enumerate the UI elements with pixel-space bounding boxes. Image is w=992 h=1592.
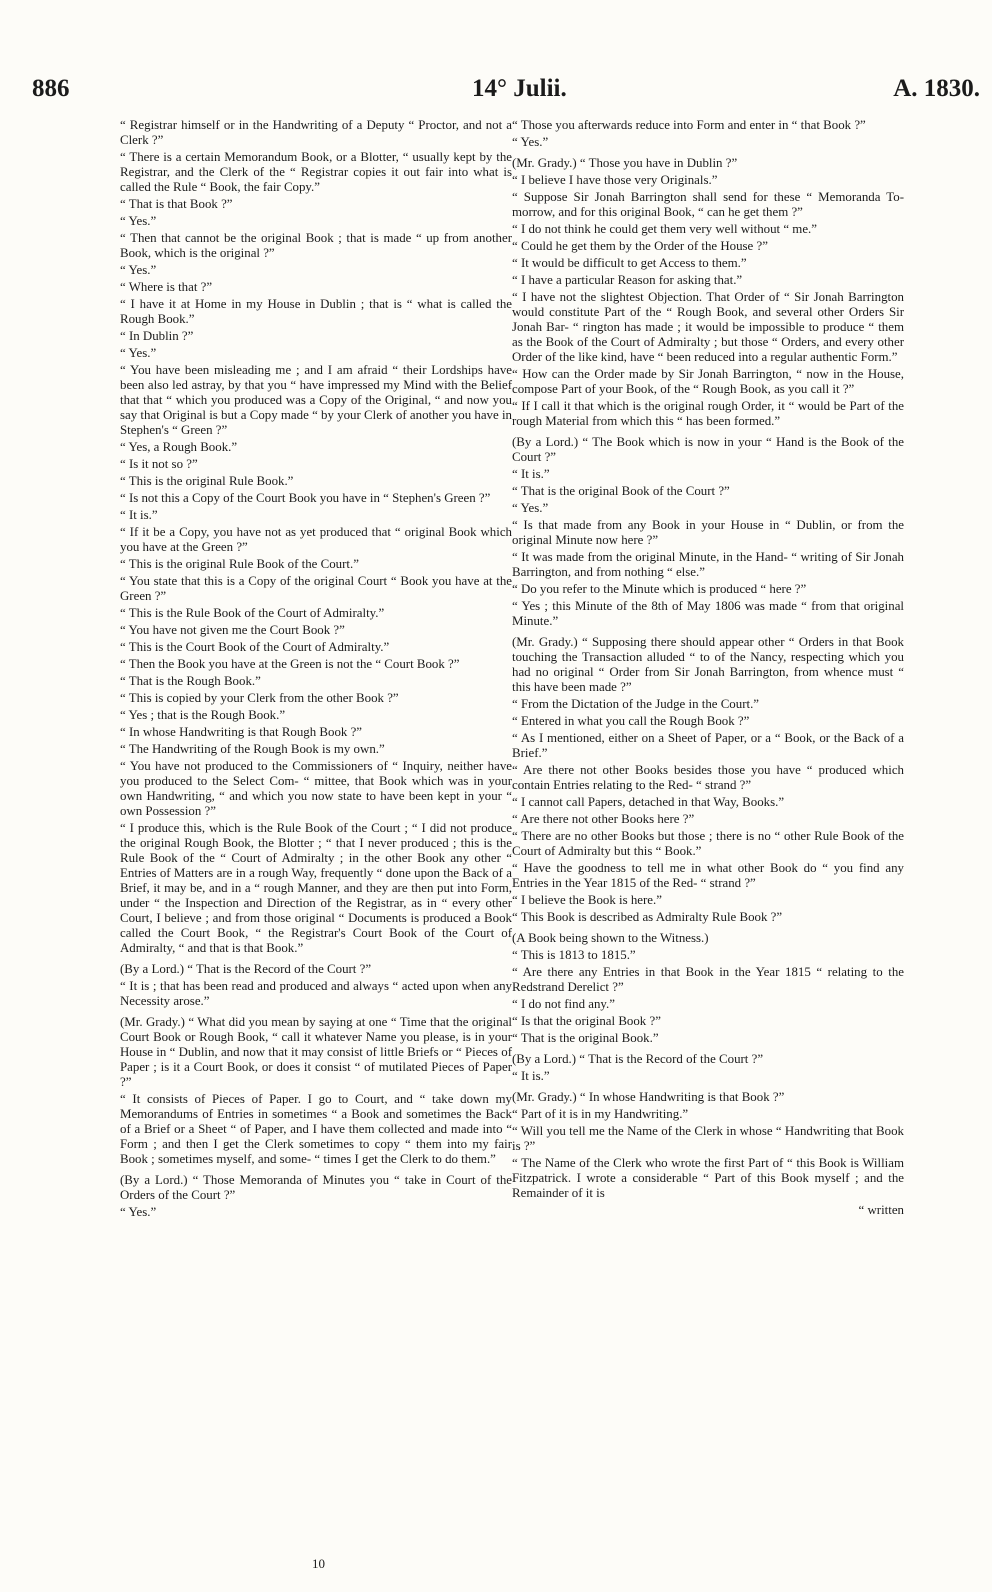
page-year: A. 1830. [893, 75, 980, 102]
paragraph: “ Yes.” [120, 346, 157, 360]
paragraph: (A Book being shown to the Witness.) [512, 931, 709, 945]
paragraph: “ Yes.” [120, 263, 157, 277]
paragraph: “ Suppose Sir Jonah Barrington shall send for these “ Memoranda To-morrow, and for this original Book, “ can he get them ?” [512, 190, 904, 219]
paragraph: “ You state that this is a Copy of the original Court “ Book you have at the Green ?” [120, 574, 512, 603]
page-header [32, 74, 980, 110]
paragraph: “ If it be a Copy, you have not as yet produced that “ original Book which you have at the Green ?” [120, 525, 512, 554]
paragraph: “ This is the Rule Book of the Court of Admiralty.” [120, 606, 385, 620]
paragraph: “ If I call it that which is the original rough Order, it “ would be Part of the rough Material from which this “ has been formed.” [512, 399, 904, 428]
paragraph: “ Yes, a Rough Book.” [120, 440, 238, 454]
paragraph: “ How can the Order made by Sir Jonah Barrington, “ now in the House, compose Part of your Book, of the “ Rough Book, as you call it ?” [512, 367, 904, 396]
paragraph: (By a Lord.) “ That is the Record of the Court ?” [120, 962, 372, 976]
paragraph: “ It is.” [512, 467, 550, 481]
paragraph: “ Could he get them by the Order of the House ?” [512, 239, 768, 253]
page-number: 886 [32, 75, 70, 102]
paragraph: “ Is that the original Book ?” [512, 1014, 661, 1028]
paragraph: (By a Lord.) “ Those Memoranda of Minutes you “ take in Court of the Orders of the Court ?” [120, 1173, 512, 1202]
paragraph: “ I believe the Book is here.” [512, 893, 662, 907]
paragraph: “ Then the Book you have at the Green is not the “ Court Book ?” [120, 657, 460, 671]
paragraph: “ Where is that ?” [120, 280, 213, 294]
paragraph: “ Are there not other Books besides those you have “ produced which contain Entries relating to the Red- “ strand ?” [512, 763, 904, 792]
paragraph: “ That is that Book ?” [120, 197, 233, 211]
paragraph: “ It was made from the original Minute, in the Hand- “ writing of Sir Jonah Barrington, and from nothing “ else.” [512, 550, 904, 579]
paragraph: “ Have the goodness to tell me in what other Book do “ you find any Entries in the Year 1815 of the Red- “ strand ?” [512, 861, 904, 890]
paragraph: “ I produce this, which is the Rule Book of the Court ; “ I did not produce the original Rough Book, the Blotter ; “ that I never produced ; this is the Rule Book of the “ Court of Admiralty ; in the other Book any other “ Entries of Matters are in a rough Way, frequently “ done upon the Back of a Brief, it may be, and in a “ rough Manner, and they are then put into Form, under “ the Inspection and Direction of the Registrar, as in “ every other Court, I believe ; and from those original “ Documents is produced a Book called the Court Book, “ the Registrar's Court Book of the Court of Admiralty, “ and that is that Book.” [120, 821, 512, 955]
paragraph: “ From the Dictation of the Judge in the Court.” [512, 697, 760, 711]
paragraph: “ This is the Court Book of the Court of Admiralty.” [120, 640, 390, 654]
paragraph: “ It consists of Pieces of Paper. I go to Court, and “ take down my Memorandums of Entries in sometimes “ a Book and sometimes the Back of a Brief or a Sheet “ of Paper, and I have them collected and made into “ Form ; and then I get the Clerk sometimes to copy “ them into my fair Book ; sometimes myself, and some- “ times I get the Clerk to do them.” [120, 1092, 512, 1166]
paragraph: “ It would be difficult to get Access to them.” [512, 256, 747, 270]
paragraph: “ Is that made from any Book in your House in “ Dublin, or from the original Minute now here ?” [512, 518, 904, 547]
paragraph: “ Yes ; that is the Rough Book.” [120, 708, 286, 722]
paragraph: “ I have a particular Reason for asking that.” [512, 273, 743, 287]
paragraph: “ That is the original Book.” [512, 1031, 659, 1045]
paragraph: “ This is 1813 to 1815.” [512, 948, 636, 962]
paragraph: “ written [858, 1203, 904, 1217]
paragraph: “ It is.” [120, 508, 158, 522]
paragraph: “ You have not given me the Court Book ?” [120, 623, 345, 637]
paragraph: “ Yes ; this Minute of the 8th of May 1806 was made “ from that original Minute.” [512, 599, 904, 628]
paragraph: “ In Dublin ?” [120, 329, 194, 343]
paragraph: “ Those you afterwards reduce into Form and enter in “ that Book ?” [512, 118, 866, 132]
paragraph: “ Yes.” [512, 501, 549, 515]
paragraph: (By a Lord.) “ The Book which is now in your “ Hand is the Book of the Court ?” [512, 435, 904, 464]
paragraph: “ This is the original Rule Book of the Court.” [120, 557, 359, 571]
paragraph: “ That is the Rough Book.” [120, 674, 261, 688]
paragraph: (By a Lord.) “ That is the Record of the Court ?” [512, 1052, 764, 1066]
paragraph: “ I do not think he could get them very well without “ me.” [512, 222, 818, 236]
paragraph: “ It is.” [512, 1069, 550, 1083]
paragraph: “ Yes.” [120, 214, 157, 228]
paragraph: “ You have not produced to the Commissioners of “ Inquiry, neither have you produced to the Select Com- “ mittee, that Book which was in your own Handwriting, “ and which you now state to have been kept in your “ own Possession ?” [120, 759, 512, 818]
paragraph: “ The Handwriting of the Rough Book is my own.” [120, 742, 385, 756]
paragraph: “ Are there not other Books here ?” [512, 812, 695, 826]
paragraph: “ Is it not so ?” [120, 457, 198, 471]
paragraph: “ Registrar himself or in the Handwriting of a Deputy “ Proctor, and not a Clerk ?” [120, 118, 512, 147]
paragraph: “ Will you tell me the Name of the Clerk in whose “ Handwriting that Book is ?” [512, 1124, 904, 1153]
paragraph: “ As I mentioned, either on a Sheet of Paper, or a “ Book, or the Back of a Brief.” [512, 731, 904, 760]
paragraph: “ I believe I have those very Originals.” [512, 173, 718, 187]
paragraph: “ Yes.” [120, 1205, 157, 1219]
paragraph: “ In whose Handwriting is that Rough Book ?” [120, 725, 363, 739]
paragraph: “ Entered in what you call the Rough Book ?” [512, 714, 750, 728]
paragraph: “ The Name of the Clerk who wrote the first Part of “ this Book is William Fitzpatrick. I wrote a considerable “ Part of this Book myself ; and the Remainder of it is [512, 1156, 904, 1200]
paragraph: “ There are no other Books but those ; there is no “ other Rule Book of the Court of Admiralty but this “ Book.” [512, 829, 904, 858]
paragraph: “ I have not the slightest Objection. That Order of “ Sir Jonah Barrington would constitute Part of the “ Rough Book, and several other Orders Sir Jonah Bar- “ rington has made ; it would be impossible to produce “ them as the Book of the Court of Admiralty ; but those “ Orders, and every other Order of the like kind, have “ been reduced into a regular authentic Form.” [512, 290, 904, 364]
left-column [120, 118, 512, 1222]
paragraph: “ Part of it is in my Handwriting.” [512, 1107, 689, 1121]
paragraph: “ That is the original Book of the Court ?” [512, 484, 730, 498]
paragraph: “ I cannot call Papers, detached in that Way, Books.” [512, 795, 785, 809]
paragraph: “ Yes.” [512, 135, 549, 149]
paragraph: (Mr. Grady.) “ In whose Handwriting is that Book ?” [512, 1090, 785, 1104]
folio-number: 10 [312, 1556, 325, 1571]
paragraph: “ Are there any Entries in that Book in the Year 1815 “ relating to the Redstrand Derelict ?” [512, 965, 904, 994]
paragraph: “ Is not this a Copy of the Court Book you have in “ Stephen's Green ?” [120, 491, 491, 505]
right-column [512, 118, 904, 1220]
paragraph: “ This Book is described as Admiralty Rule Book ?” [512, 910, 783, 924]
paragraph: (Mr. Grady.) “ Supposing there should appear other “ Orders in that Book touching the Transaction alluded “ to of the Nancy, respecting which you had no original “ Order from Sir Jonah Barrington, from whence must “ this have been made ?” [512, 635, 904, 694]
page-date: 14° Julii. [472, 75, 567, 102]
paragraph: “ There is a certain Memorandum Book, or a Blotter, “ usually kept by the Registrar, and the Clerk of the “ Registrar copies it out fair into what is called the Rule “ Book, the fair Copy.” [120, 150, 512, 194]
paragraph: “ Then that cannot be the original Book ; that is made “ up from another Book, which is the original ?” [120, 231, 512, 260]
paragraph: “ This is copied by your Clerk from the other Book ?” [120, 691, 399, 705]
paragraph: “ You have been misleading me ; and I am afraid “ their Lordships have been also led astray, by that you “ have impressed my Mind with the Belief that that “ which you produced was a Copy of the Original, “ and now you say that Original is but a Copy made “ by your Clerk of another you have in Stephen's “ Green ?” [120, 363, 512, 437]
paragraph: (Mr. Grady.) “ What did you mean by saying at one “ Time that the original Court Book or Rough Book, “ call it whatever Name you please, is in your House in “ Dublin, and now that it may consist of little Briefs or “ Pieces of Paper ; is it a Court Book, or does it consist “ of mutilated Pieces of Paper ?” [120, 1015, 512, 1089]
paragraph: “ I have it at Home in my House in Dublin ; that is “ what is called the Rough Book.” [120, 297, 512, 326]
paragraph: “ I do not find any.” [512, 997, 615, 1011]
paragraph: “ This is the original Rule Book.” [120, 474, 294, 488]
paragraph: “ Do you refer to the Minute which is produced “ here ?” [512, 582, 807, 596]
paragraph: “ It is ; that has been read and produced and always “ acted upon when any Necessity arose.” [120, 979, 512, 1008]
paragraph: (Mr. Grady.) “ Those you have in Dublin ?” [512, 156, 738, 170]
